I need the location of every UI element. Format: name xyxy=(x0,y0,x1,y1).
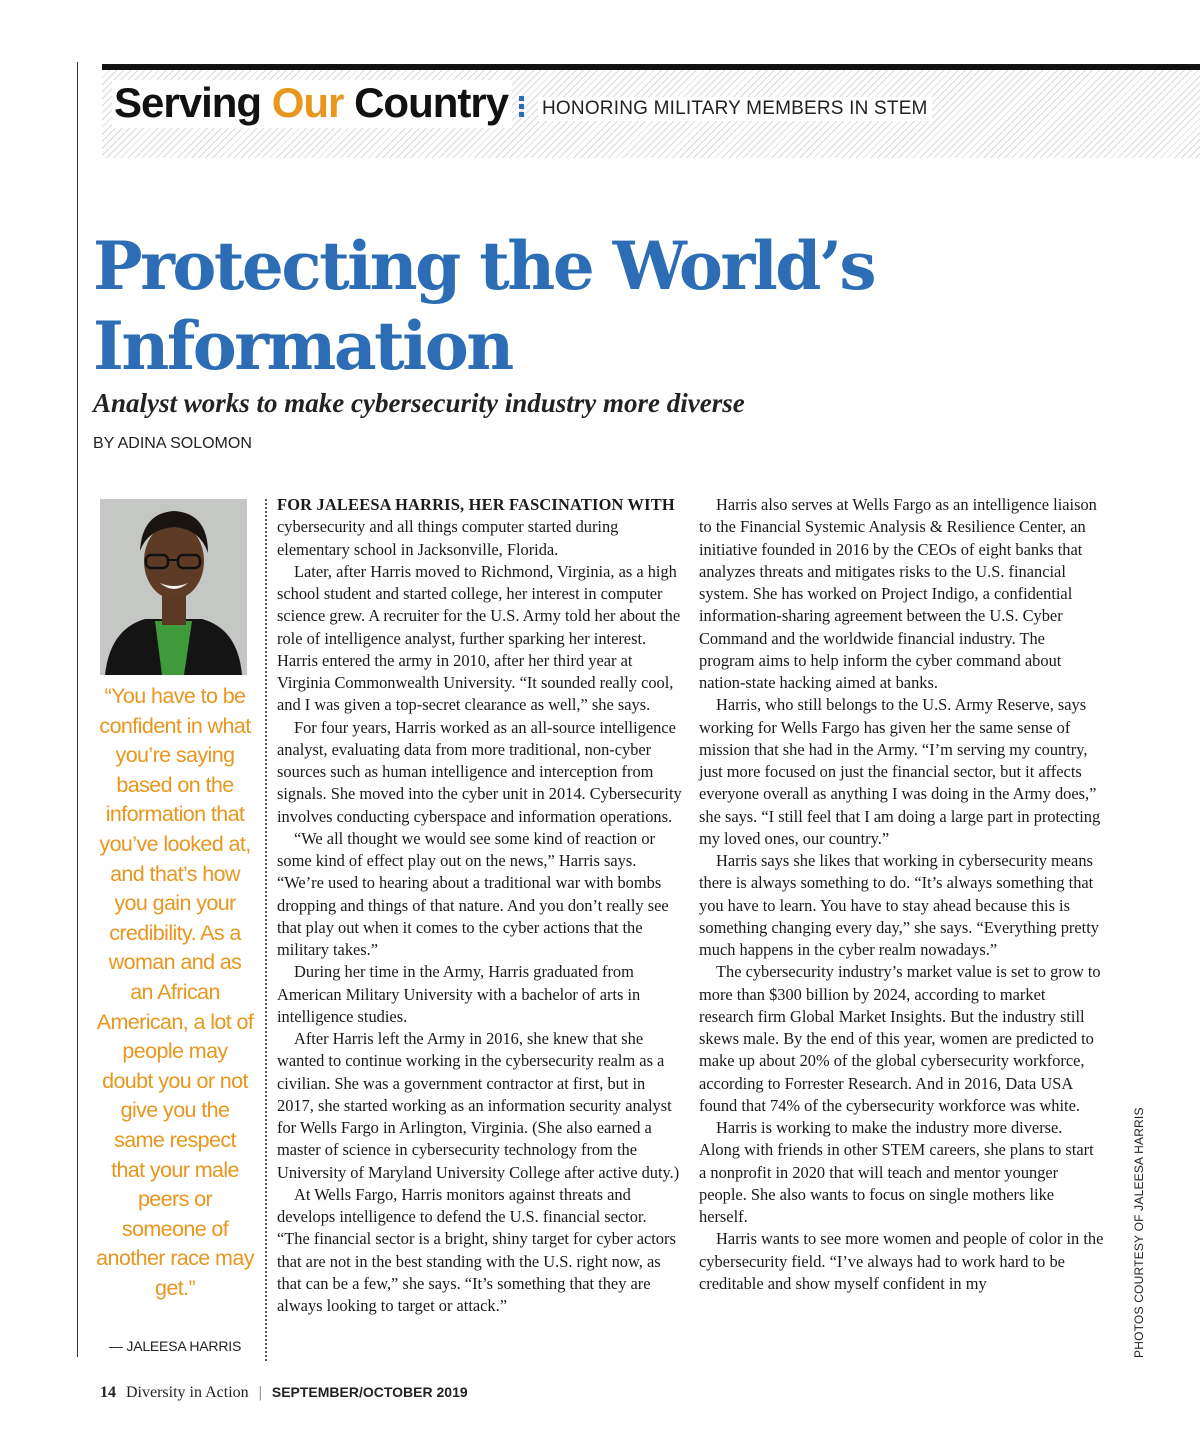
body-paragraph: “We all thought we would see some kind of reaction or some kind of effect play out on the news,” Harris says. “We’re used to hearing about a traditional war with bombs dropping and things of that nature. And you don’t really see that play out when it comes to the cyber actions that the military takes.” xyxy=(277,828,669,959)
body-paragraph: For four years, Harris worked as an all-source intelligence analyst, evaluating data from more traditional, non-cyber sources such as human intelligence and interception from signals. She moved into the cyber unit in 2014. Cybersecurity involves conducting cyberspace and information operations. xyxy=(277,717,682,826)
section-title-part2: Country xyxy=(354,79,509,126)
body-paragraph: During her time in the Army, Harris graduated from American Military University with a bachelor of arts in intelligence studies. xyxy=(277,962,641,1026)
section-title xyxy=(112,80,512,128)
section-title-accent: Our xyxy=(271,79,344,126)
portrait-photo xyxy=(100,499,247,675)
body-paragraph: Harris, who still belongs to the U.S. Army Reserve, says working for Wells Fargo has given her the same sense of mission that she had in the Army. “I’m serving my country, just more focused on just the financial sector, but it affects everyone overall as anything I was doing in the Army does,” she says. “I still feel that I am doing a large part in protecting my loved ones, our country.” xyxy=(699,695,1101,848)
dots-divider-icon xyxy=(519,96,525,122)
page-footer xyxy=(100,1384,468,1402)
issue-date: SEPTEMBER/OCTOBER 2019 xyxy=(271,1384,468,1400)
body-paragraph: Harris also serves at Wells Fargo as an intelligence liaison to the Financial Systemic Analysis & Resilience Center, an initiative founded in 2016 by the CEOs of eight banks that analyzes threats and mitigates risks to the U.S. financial system. She has worked on Project Indigo, a confidential information-sharing agreement between the U.S. Cyber Command and the worldwide financial industry. The program aims to help inform the cyber command about nation-state hacking aimed at banks. xyxy=(699,495,1097,692)
body-paragraph: Harris says she likes that working in cybersecurity means there is always something to do. “It’s always something that you have to learn. You have to stay ahead because this is something changing every day,” she says. “Everything pretty much happens in the cyber realm nowadays.” xyxy=(699,851,1099,959)
body-paragraph: At Wells Fargo, Harris monitors against threats and develops intelligence to defend the U.S. financial sector. “The financial sector is a bright, shiny target for cyber actors that are not in the best standing with the U.S. right now, as that can be a few,” she says. “It’s something that they are always looking to target or attack.” xyxy=(277,1184,676,1315)
pull-quote-attribution: — JALEESA HARRIS xyxy=(108,1338,242,1354)
left-margin-rule xyxy=(77,62,78,1357)
footer-separator: | xyxy=(258,1384,262,1401)
body-paragraph xyxy=(277,494,682,561)
headline xyxy=(93,226,893,386)
lead-in: FOR JALEESA HARRIS, HER FASCINATION WITH xyxy=(277,495,675,514)
magazine-name: Diversity in Action xyxy=(126,1384,249,1401)
deck: Analyst works to make cybersecurity industry more diverse xyxy=(93,388,745,418)
body-paragraph-text: cybersecurity and all things computer started during elementary school in Jacksonville, Florida. xyxy=(277,517,619,559)
body-paragraph: Harris is working to make the industry more diverse. Along with friends in other STEM careers, she plans to start a nonprofit in 2020 that will teach and mentor younger people. She also wants to focus on single mothers like herself. xyxy=(699,1118,1094,1226)
body-paragraph: After Harris left the Army in 2016, she knew that she wanted to continue working in the cybersecurity realm as a civilian. She was a government contractor at first, but in 2017, she started working as an information security analyst for Wells Fargo in Arlington, Virginia. (She also earned a master of science in cybersecurity technology from the University of Maryland University College after active duty.) xyxy=(277,1029,680,1182)
page-number: 14 xyxy=(100,1384,116,1401)
body-column-1 xyxy=(277,494,682,1317)
body-paragraph: Harris wants to see more women and people of color in the cybersecurity field. “I’ve always had to work hard to be creditable and show myself confident in my xyxy=(699,1229,1104,1293)
photo-credit: PHOTOS COURTESY OF JALEESA HARRIS xyxy=(1132,1107,1146,1358)
headline-line-1: Protecting the World’s xyxy=(93,227,875,305)
section-title-part1: Serving xyxy=(114,79,262,126)
section-subtitle: HONORING MILITARY MEMBERS IN STEM xyxy=(538,97,932,121)
pull-quote: “You have to be confident in what you’re saying based on the information that you’ve looked at, and that’s how you gain your credibility. As a woman and as an African American, a lot of people may doubt you or not give you the same respect that your male peers or someone of another race may get.” xyxy=(96,684,254,1300)
byline: BY ADINA SOLOMON xyxy=(93,435,252,452)
column-divider xyxy=(265,499,267,1361)
body-paragraph: Later, after Harris moved to Richmond, Virginia, as a high school student and started college, her interest in computer science grew. A recruiter for the U.S. Army told her about the role of intelligence analyst, further sparking her interest. Harris entered the army in 2010, after her third year at Virginia Commonwealth University. “It sounded really cool, and I was given a top-secret clearance as well,” she says. xyxy=(277,561,681,715)
headline-line-2: Information xyxy=(93,307,512,385)
body-paragraph: The cybersecurity industry’s market value is set to grow to more than $300 billion by 2024, according to market research firm Global Market Insights. But the industry still skews male. By the end of this year, women are predicted to make up about 20% of the global cybersecurity workforce, according to Forrester Research. And in 2016, Data USA found that 74% of the cybersecurity workforce was white. xyxy=(699,962,1101,1115)
body-column-2 xyxy=(699,494,1104,1295)
